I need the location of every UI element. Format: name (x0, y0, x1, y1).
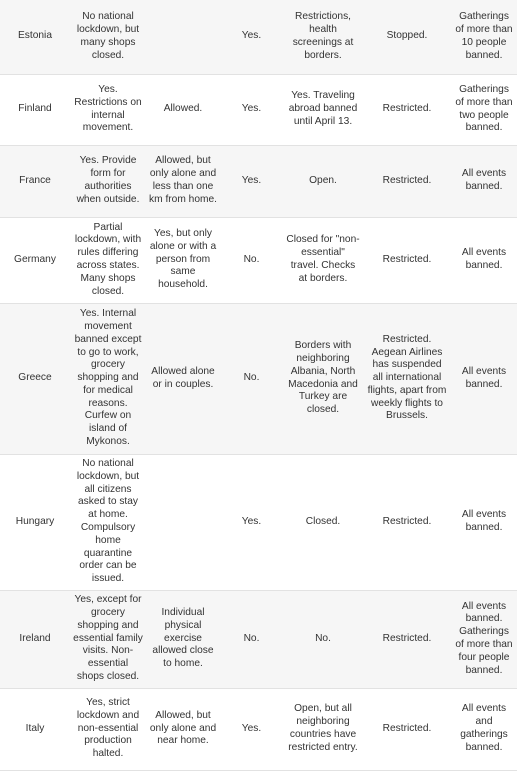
going-out-cell: Allowed alone or in couples. (151, 365, 215, 390)
country-cell: France (19, 174, 51, 186)
flights-cell: Restricted. (382, 515, 432, 527)
going-out-cell: Individual physical exercise allowed close to home. (152, 607, 214, 670)
going-out-cell: Allowed, but only alone and near home. (149, 709, 217, 747)
table-row (0, 590, 517, 688)
schools-cell: No. (243, 253, 260, 265)
table-row (0, 145, 517, 217)
table-row (0, 74, 517, 145)
schools-cell: No. (243, 372, 260, 384)
country-cell: Ireland (19, 632, 51, 644)
lockdown-cell: Yes. Internal movement banned except to go to work, grocery shopping and for medical reasons. Curfew on island of Mykonos. (74, 308, 142, 448)
borders-cell: Closed for "non-essential" travel. Checks at borders. (286, 234, 360, 284)
table-row (0, 688, 517, 770)
table-row (0, 303, 517, 454)
flights-cell: Stopped. (386, 30, 428, 42)
flights-cell: Restricted. (382, 632, 432, 644)
borders-cell: No. (315, 632, 331, 644)
borders-cell: Closed. (305, 515, 341, 527)
gatherings-cell: All events banned. (461, 247, 507, 271)
country-cell: Estonia (18, 30, 52, 42)
country-cell: Germany (14, 253, 56, 265)
flights-cell: Restricted. (382, 253, 432, 265)
lockdown-cell: No national lockdown, but all citizens asked to stay at home. Compulsory home quarantine order can be issued. (76, 458, 140, 585)
schools-cell: Yes. (241, 103, 262, 115)
borders-cell: Borders with neighboring Albania, North Macedonia and Turkey are closed. (288, 340, 358, 416)
table-row (0, 217, 517, 303)
gatherings-cell: Gatherings of more than two people banned. (455, 83, 513, 134)
table-row (0, 0, 517, 74)
going-out-cell (146, 454, 220, 590)
flights-cell: Restricted. (382, 103, 432, 115)
schools-cell: Yes. (241, 515, 262, 527)
borders-cell: Open, but all neighboring countries have restricted entry. (288, 703, 358, 753)
going-out-cell: Allowed. (163, 103, 203, 115)
schools-cell: No. (243, 632, 260, 644)
lockdown-cell: Yes. Provide form for authorities when outside. (76, 155, 140, 205)
country-cell: Greece (18, 372, 52, 384)
schools-cell: Yes. (241, 174, 262, 186)
table-row (0, 454, 517, 590)
lockdown-cell: Yes, strict lockdown and non-essential production halted. (76, 697, 140, 760)
gatherings-cell: All events banned. Gatherings of more than four people banned. (455, 600, 513, 676)
flights-cell: Restricted. Aegean Airlines has suspended all international flights, apart from weekly flights to Brussels. (367, 333, 447, 422)
gatherings-cell: Gatherings of more than 10 people banned. (455, 11, 513, 61)
gatherings-cell: All events banned. (461, 365, 507, 390)
country-cell: Italy (25, 722, 45, 734)
gatherings-cell: All events banned. (461, 168, 507, 192)
lockdown-cell: Yes. Restrictions on internal movement. (74, 83, 142, 134)
flights-cell: Restricted. (382, 174, 432, 186)
schools-cell: Yes. (241, 30, 262, 42)
going-out-cell (146, 0, 220, 74)
schools-cell: Yes. (241, 722, 262, 734)
flights-cell: Restricted. (382, 722, 432, 734)
country-cell: Finland (18, 103, 52, 115)
country-cell: Hungary (15, 515, 55, 527)
gatherings-cell: All events banned. (461, 509, 507, 533)
going-out-cell: Allowed, but only alone and less than one km from home. (149, 155, 217, 205)
lockdown-cell: Partial lockdown, with rules differing across states. Many shops closed. (74, 221, 142, 297)
going-out-cell: Yes, but only alone or with a person from same household. (149, 228, 217, 291)
lockdown-cell: Yes, except for grocery shopping and essential family visits. Non-essential shops closed. (73, 594, 143, 682)
gatherings-cell: All events and gatherings banned. (460, 703, 508, 753)
borders-cell: Yes. Traveling abroad banned until April 13. (288, 90, 358, 127)
lockdown-cell: No national lockdown, but many shops closed. (76, 11, 140, 61)
borders-cell: Open. (309, 174, 337, 186)
borders-cell: Restrictions, health screenings at borders. (292, 11, 354, 61)
